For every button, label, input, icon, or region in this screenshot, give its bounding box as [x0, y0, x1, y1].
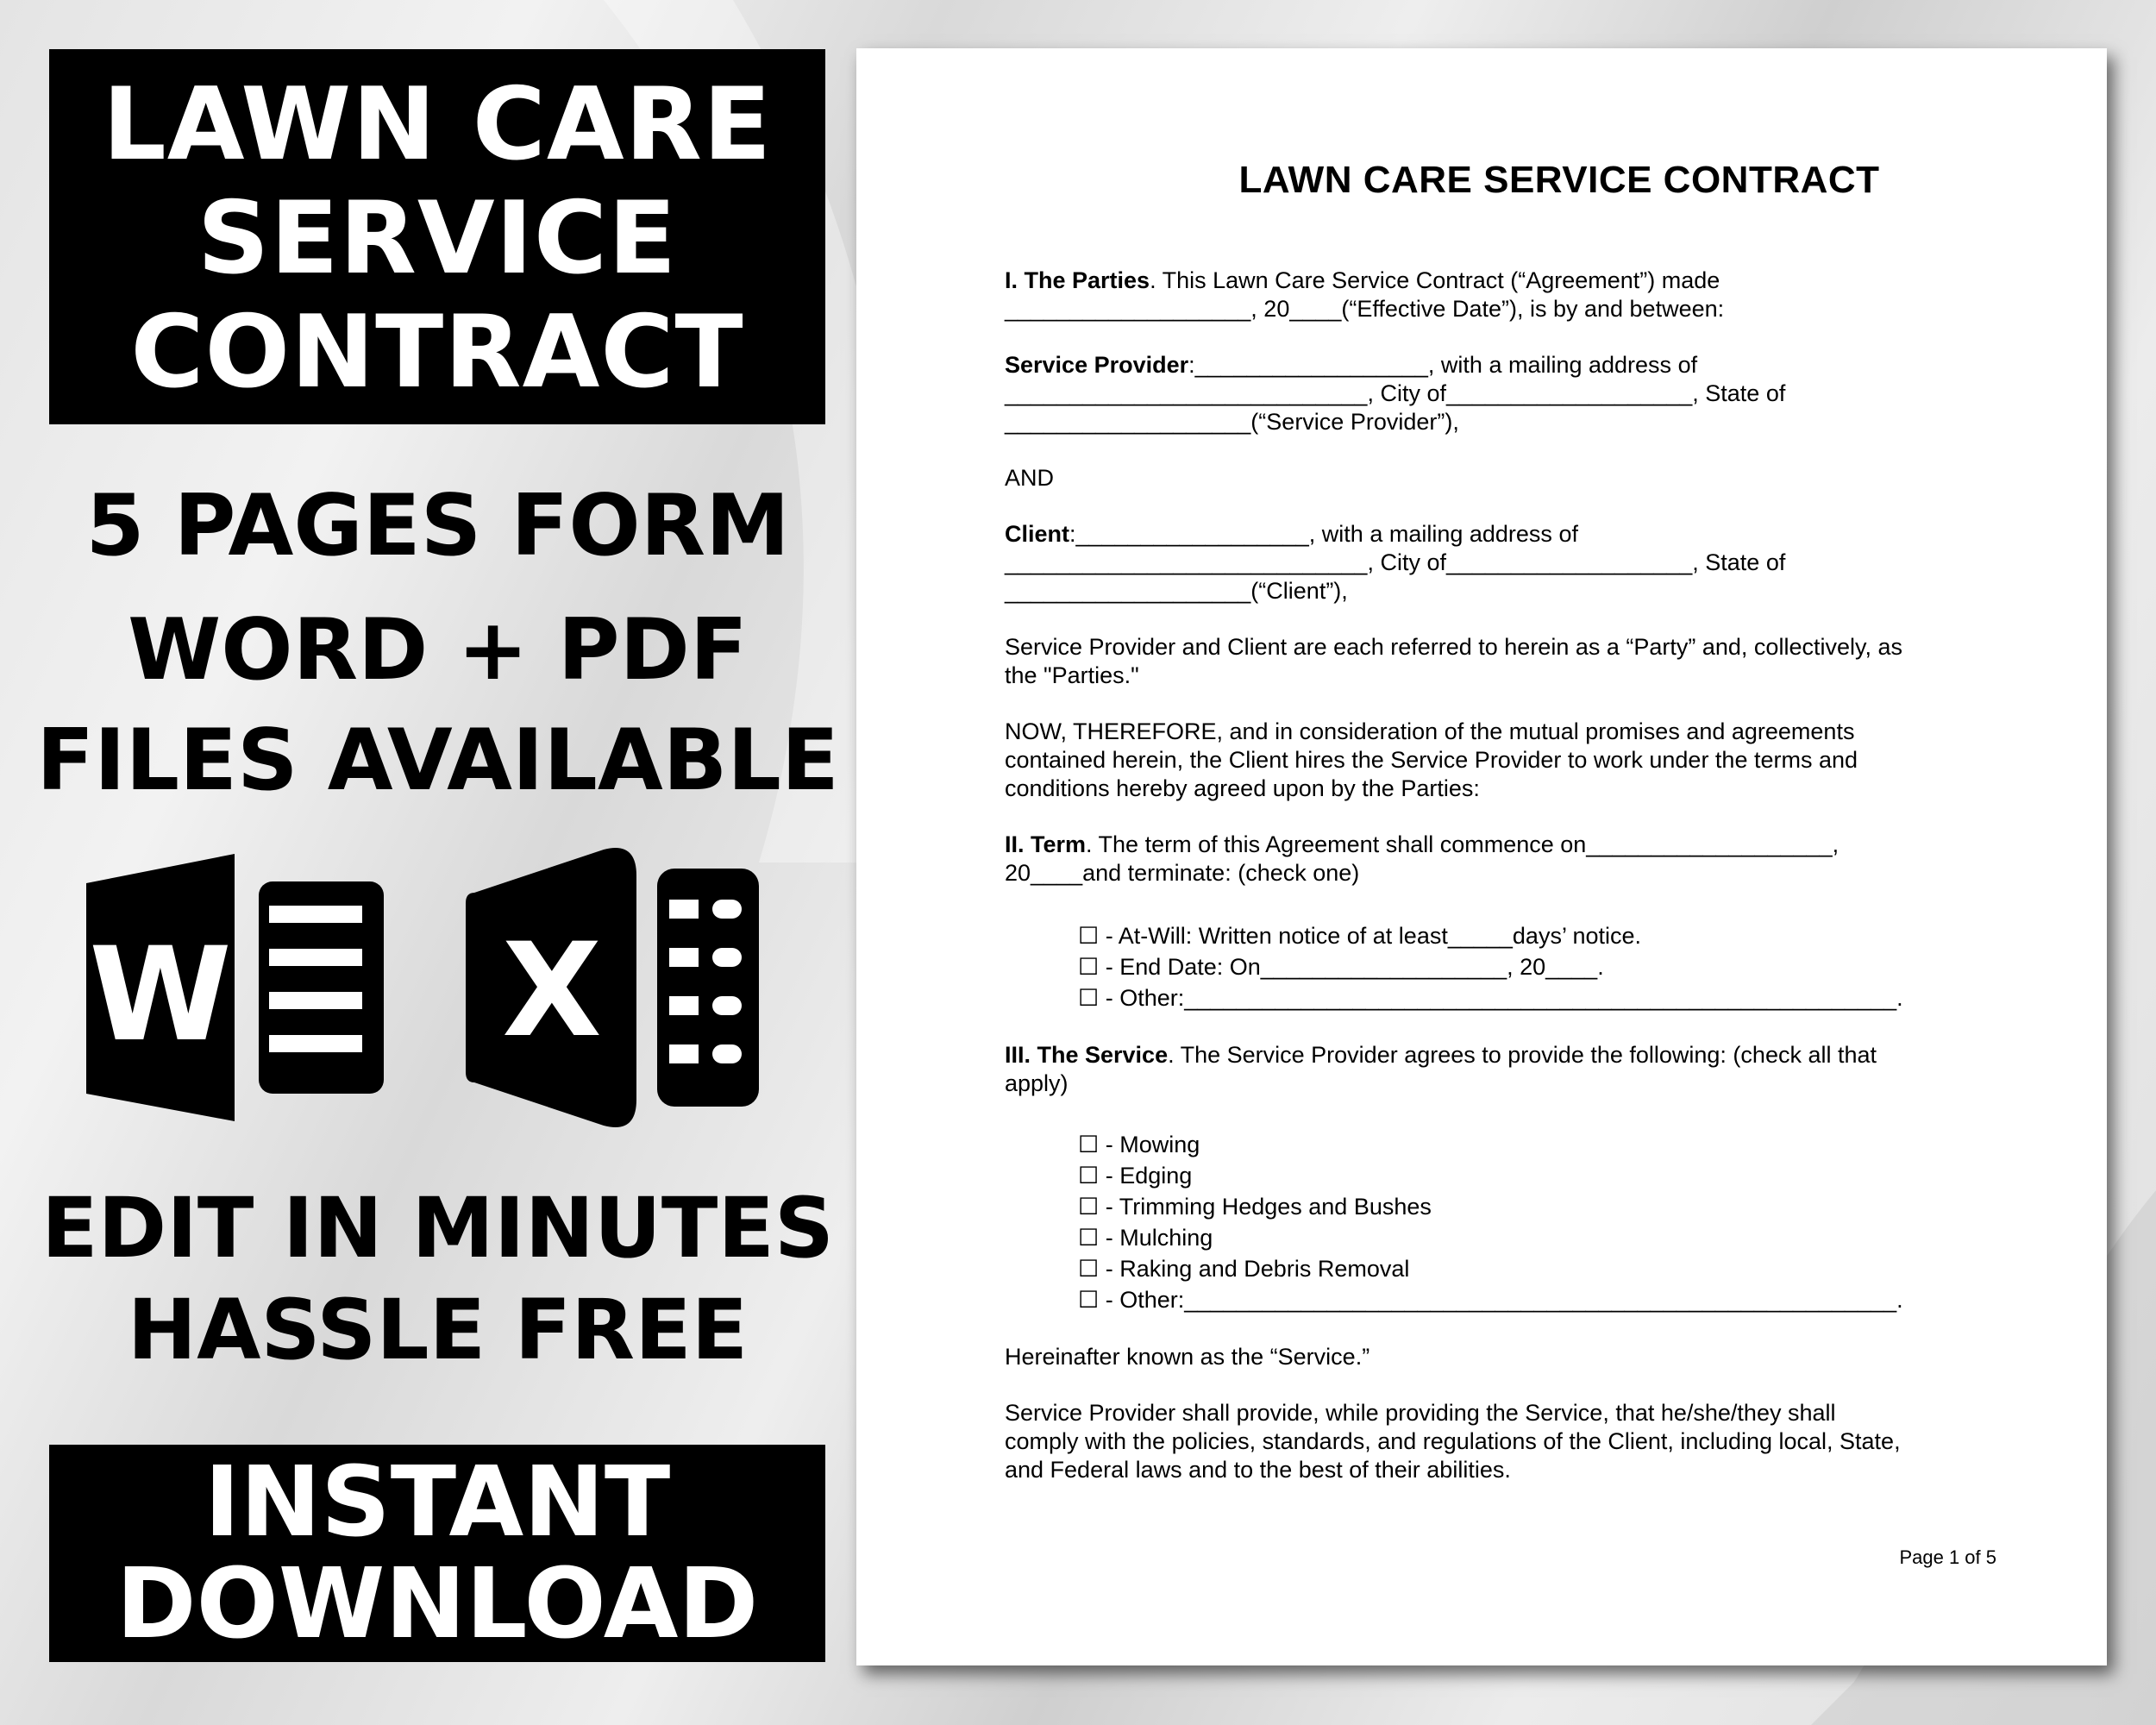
- term-option-other[interactable]: ☐ - Other:_______________________________________________________.: [1078, 985, 1903, 1011]
- comply-line-3: and Federal laws and to the best of their abilities.: [1005, 1457, 1511, 1483]
- contract-title: LAWN CARE SERVICE CONTRACT: [1238, 159, 1880, 201]
- service-section: [1005, 1041, 1988, 1098]
- term-line-1: . The term of this Agreement shall commence on___________________,: [1086, 831, 1839, 857]
- now-line-2: contained herein, the Client hires the Service Provider to work under the terms and: [1005, 747, 1858, 773]
- format-line-1: WORD + PDF: [128, 601, 748, 699]
- term-options: [1078, 920, 1988, 1013]
- excel-icon: [466, 841, 759, 1134]
- edit-line-2: HASSLE FREE: [127, 1282, 749, 1378]
- parties-section: [1005, 267, 1988, 323]
- term-line-2: 20____and terminate: (check one): [1005, 860, 1360, 886]
- term-option-end-date[interactable]: ☐ - End Date: On___________________, 20____.: [1078, 954, 1604, 980]
- service-option-mowing[interactable]: ☐ - Mowing: [1078, 1132, 1200, 1157]
- party-def-line-2: the "Parties.": [1005, 662, 1139, 688]
- comply-line-1: Service Provider shall provide, while providing the Service, that he/she/they shall: [1005, 1400, 1836, 1426]
- parties-text-1: . This Lawn Care Service Contract (“Agreement”) made: [1150, 267, 1720, 293]
- service-option-trimming[interactable]: ☐ - Trimming Hedges and Bushes: [1078, 1194, 1432, 1220]
- contract-body: [1005, 267, 1988, 1512]
- client-line-3: ___________________(“Client”),: [1005, 578, 1348, 604]
- client-label: Client: [1005, 521, 1070, 547]
- edit-text: [0, 1177, 875, 1381]
- party-def-line-1: Service Provider and Client are each referred to herein as a “Party” and, collectively, as: [1005, 634, 1902, 660]
- client-line-2: ____________________________, City of___________________, State of: [1005, 549, 1786, 575]
- provider-section: [1005, 351, 1988, 436]
- edit-line-1: EDIT IN MINUTES: [41, 1180, 835, 1276]
- term-option-at-will[interactable]: ☐ - At-Will: Written notice of at least_____days’ notice.: [1078, 923, 1641, 949]
- contract-page: [856, 48, 2107, 1665]
- service-option-edging[interactable]: ☐ - Edging: [1078, 1163, 1193, 1189]
- format-line-2: FILES AVAILABLE: [36, 712, 839, 810]
- download-banner: [49, 1445, 825, 1662]
- title-line-2: SERVICE: [197, 180, 678, 297]
- download-line-2: DOWNLOAD: [116, 1548, 759, 1660]
- service-option-raking[interactable]: ☐ - Raking and Debris Removal: [1078, 1256, 1410, 1282]
- title-banner: [49, 49, 825, 424]
- word-icon: [86, 854, 384, 1121]
- service-option-other[interactable]: ☐ - Other:_______________________________________________________.: [1078, 1287, 1903, 1313]
- comply-paragraph: [1005, 1399, 1988, 1484]
- term-heading: II. Term: [1005, 831, 1087, 857]
- parties-heading: I. The Parties: [1005, 267, 1150, 293]
- pages-count-text: 5 PAGES FORM: [85, 477, 790, 575]
- and-text: AND: [1005, 465, 1055, 491]
- provider-line-1: :__________________, with a mailing address of: [1188, 352, 1698, 378]
- provider-label: Service Provider: [1005, 352, 1189, 378]
- now-line-1: NOW, THEREFORE, and in consideration of the mutual promises and agreements: [1005, 718, 1855, 744]
- now-therefore-paragraph: [1005, 718, 1988, 803]
- svg-text:X: X: [502, 916, 602, 1066]
- parties-text-2: ___________________, 20____(“Effective Date”), is by and between:: [1005, 296, 1725, 322]
- provider-line-3: ___________________(“Service Provider”),: [1005, 409, 1459, 435]
- service-options: [1078, 1129, 1988, 1315]
- now-line-3: conditions hereby agreed upon by the Parties:: [1005, 775, 1480, 801]
- term-section: [1005, 831, 1988, 888]
- service-option-mulching[interactable]: ☐ - Mulching: [1078, 1225, 1213, 1251]
- service-line-1: . The Service Provider agrees to provide the following: (check all that: [1168, 1042, 1877, 1068]
- page-number: Page 1 of 5: [1899, 1546, 1996, 1568]
- service-heading: III. The Service: [1005, 1042, 1169, 1068]
- provider-line-2: ____________________________, City of___________________, State of: [1005, 380, 1786, 406]
- svg-text:W: W: [89, 920, 232, 1070]
- comply-line-2: comply with the policies, standards, and regulations of the Client, including local, State,: [1005, 1428, 1901, 1454]
- client-line-1: :__________________, with a mailing address of: [1069, 521, 1578, 547]
- title-line-1: LAWN CARE: [102, 66, 773, 183]
- hereinafter-text: Hereinafter known as the “Service.”: [1005, 1344, 1370, 1370]
- service-line-2: apply): [1005, 1070, 1069, 1096]
- party-definition: [1005, 633, 1988, 690]
- download-line-1: INSTANT: [204, 1446, 671, 1559]
- client-section: [1005, 520, 1988, 605]
- title-line-3: CONTRACT: [130, 294, 744, 411]
- file-formats-text: [0, 595, 875, 816]
